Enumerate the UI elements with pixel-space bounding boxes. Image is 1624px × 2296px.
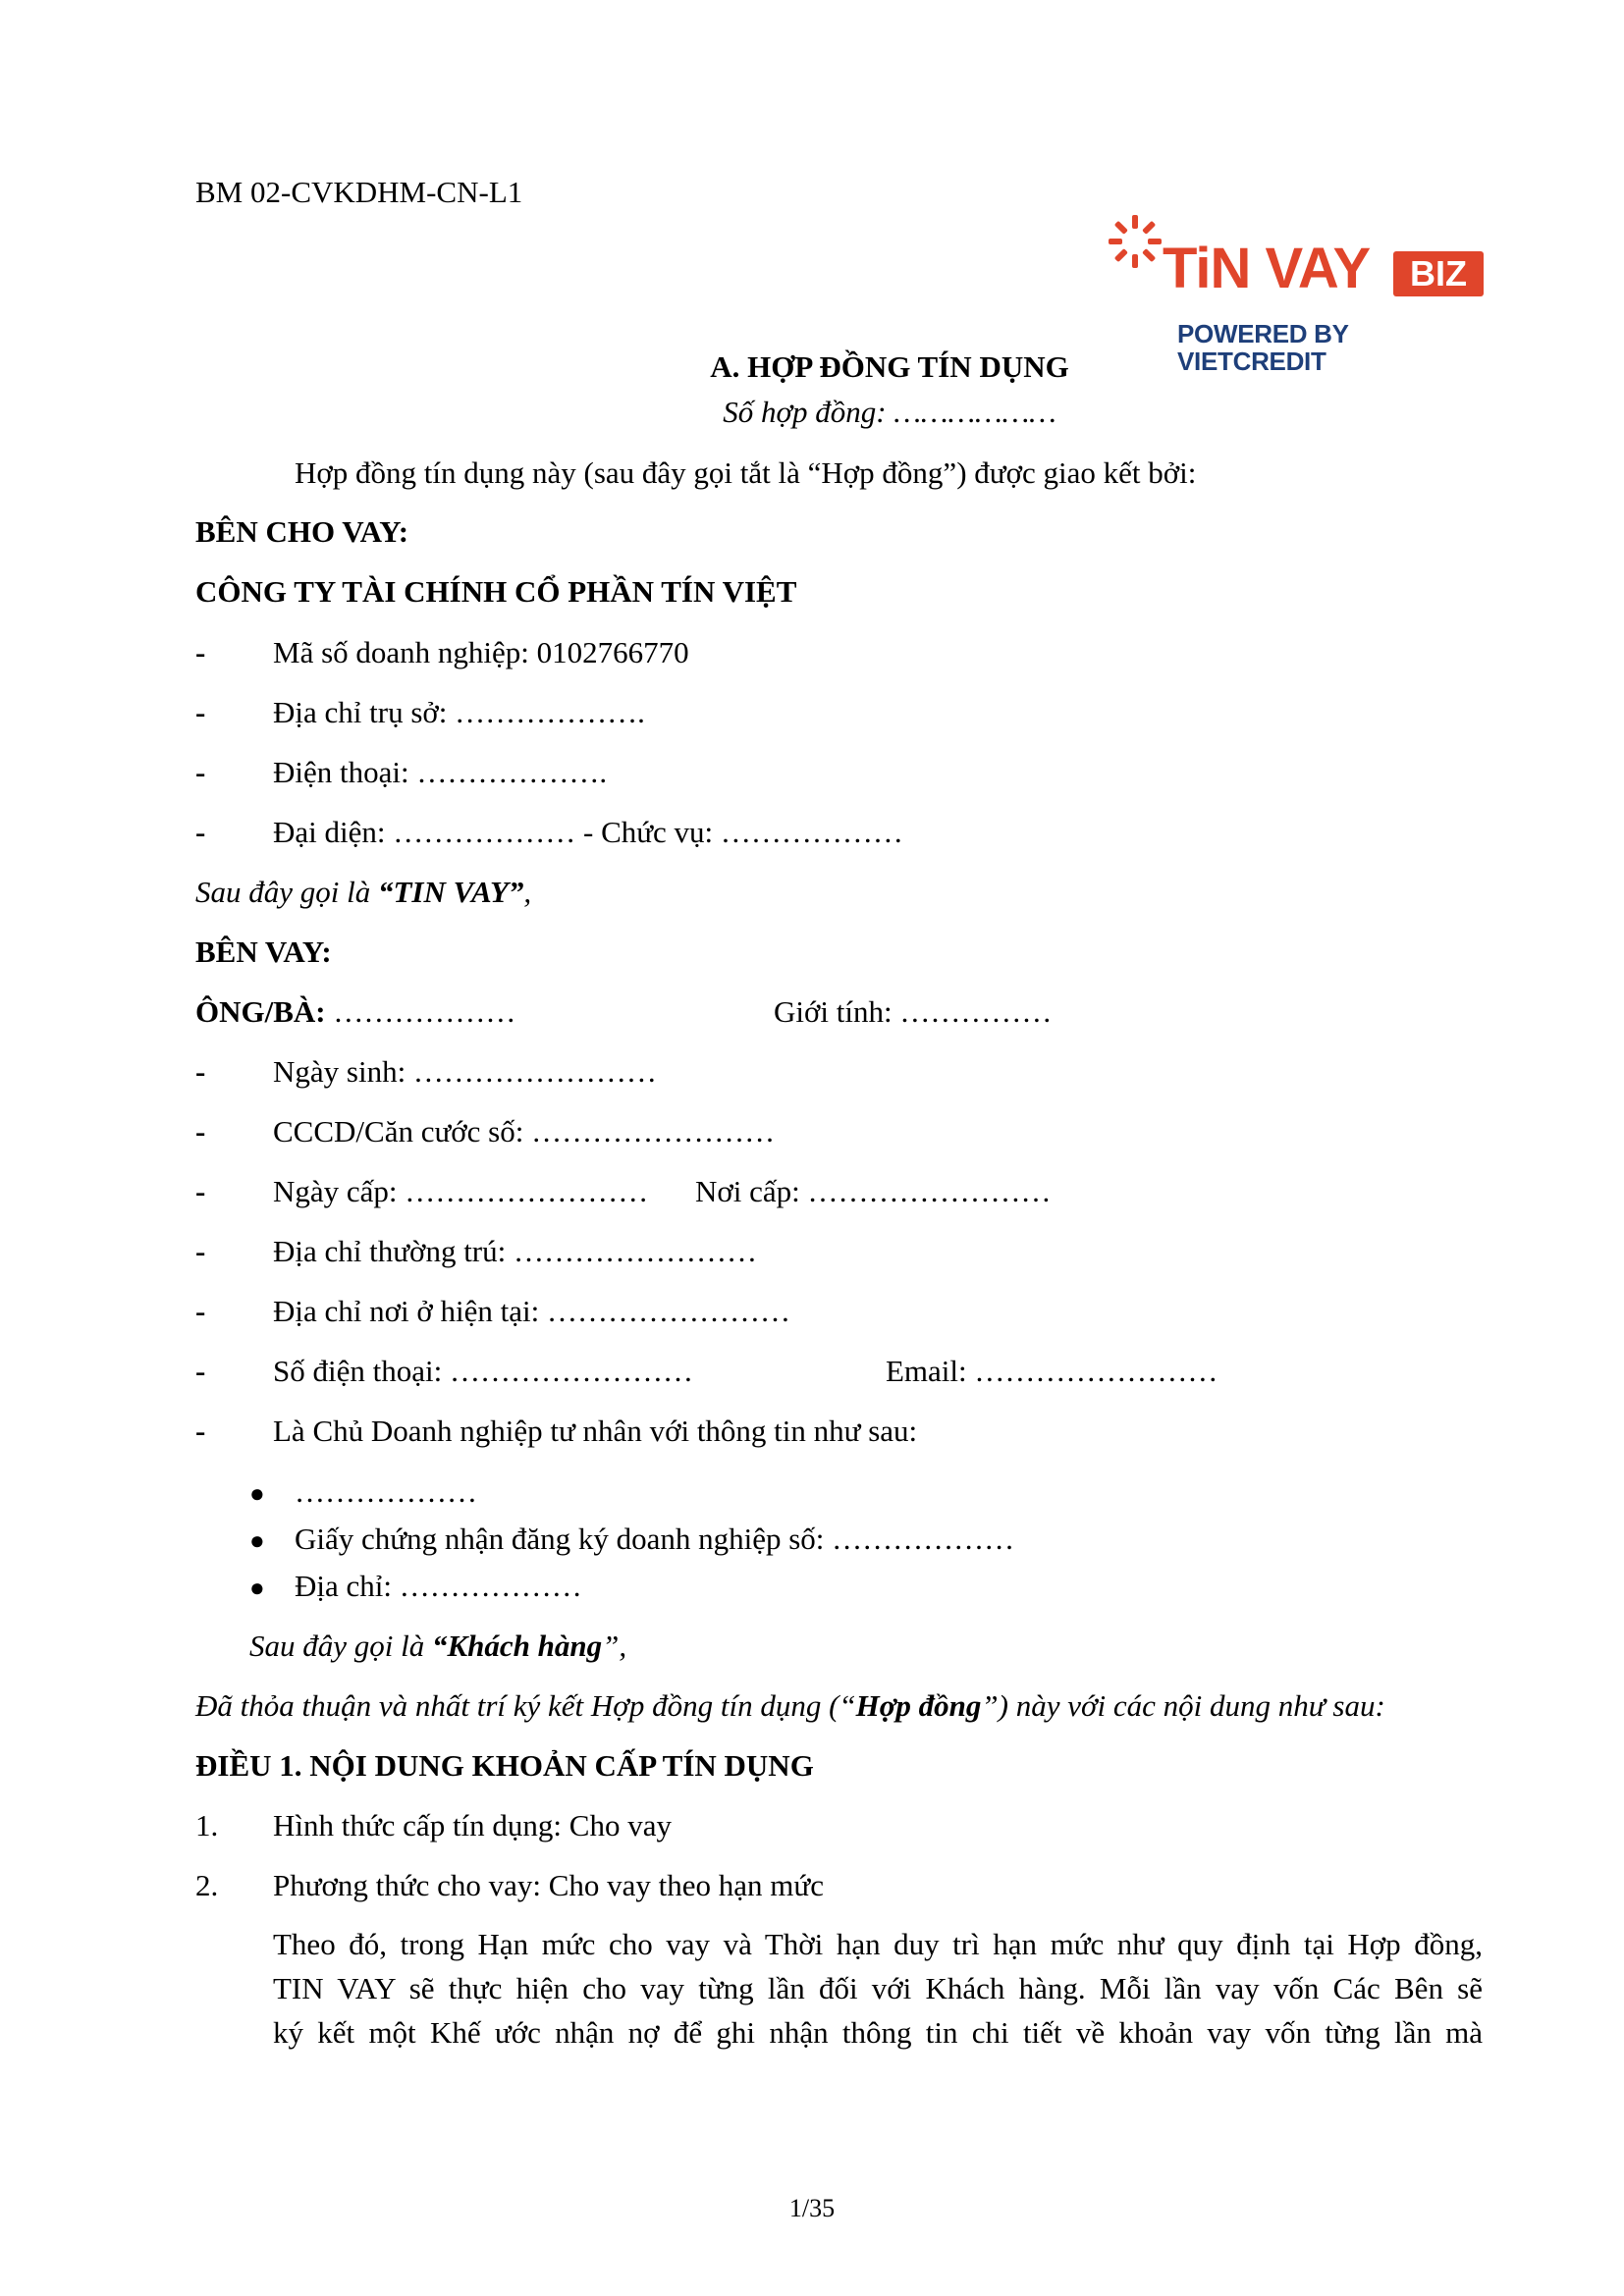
item-number: 1. [195, 1808, 219, 1842]
borrower-alias-name: “Khách hàng [432, 1629, 603, 1663]
borrower-gender: Giới tính: …………… [774, 994, 1053, 1029]
borrower-email: Email: …………………… [886, 1354, 1218, 1388]
contract-number: Số hợp đồng: ……………… [723, 395, 1056, 429]
lending-method: Phương thức cho vay: Cho vay theo hạn mức [273, 1868, 824, 1902]
business-name: ……………… [295, 1474, 477, 1509]
agreement-bold: Hợp đồng [855, 1688, 982, 1723]
bullet: ● [249, 1574, 265, 1602]
article-1-heading: ĐIỀU 1. NỘI DUNG KHOẢN CẤP TÍN DỤNG [195, 1748, 814, 1783]
logo-brand: TiN VAY [1163, 237, 1371, 300]
list-dash: - [195, 1174, 206, 1208]
list-dash: - [195, 635, 206, 669]
lender-representative: Đại diện: ……………… - Chức vụ: ……………… [273, 815, 903, 849]
borrower-alias-prefix: Sau đây gọi là [249, 1629, 432, 1663]
borrower-current-address: Địa chỉ nơi ở hiện tại: …………………… [273, 1294, 790, 1328]
lender-alias [195, 873, 531, 912]
page-number: 1/35 [788, 2194, 836, 2222]
list-dash: - [195, 815, 206, 849]
bullet: ● [249, 1479, 265, 1508]
credit-form: Hình thức cấp tín dụng: Cho vay [273, 1808, 672, 1842]
list-dash: - [195, 1054, 206, 1089]
lender-phone: Điện thoại: ………………. [273, 755, 608, 789]
paragraph-line: Theo đó, trong Hạn mức cho vay và Thời hạn duy trì hạn mức như quy định tại Hợp đồng, [273, 1927, 1483, 1961]
form-code: BM 02-CVKDHM-CN-L1 [195, 175, 523, 209]
borrower-issue-date: Ngày cấp: …………………… [273, 1174, 649, 1208]
lender-address: Địa chỉ trụ sở: ………………. [273, 695, 645, 729]
list-dash: - [195, 1114, 206, 1148]
bullet: ● [249, 1526, 265, 1555]
borrower-name-value: ……………… [325, 994, 516, 1029]
lender-heading: BÊN CHO VAY: [195, 514, 409, 549]
borrower-issue-place: Nơi cấp: …………………… [695, 1174, 1052, 1208]
list-dash: - [195, 1414, 206, 1448]
list-dash: - [195, 1354, 206, 1388]
lender-tax-code: Mã số doanh nghiệp: 0102766770 [273, 635, 689, 669]
borrower-alias-suffix: ”, [602, 1629, 627, 1663]
list-dash: - [195, 1234, 206, 1268]
borrower-permanent-address: Địa chỉ thường trú: …………………… [273, 1234, 757, 1268]
borrower-phone: Số điện thoại: …………………… [273, 1354, 693, 1388]
business-registration: Giấy chứng nhận đăng ký doanh nghiệp số: ……………… [295, 1522, 1015, 1556]
lender-alias-name: “TIN VAY” [378, 875, 524, 909]
borrower-dob: Ngày sinh: …………………… [273, 1054, 657, 1089]
borrower-owner-statement: Là Chủ Doanh nghiệp tư nhân với thông tin như sau: [273, 1414, 918, 1448]
borrower-id-number: CCCD/Căn cước số: …………………… [273, 1114, 776, 1148]
borrower-name [195, 992, 515, 1032]
item-number: 2. [195, 1868, 219, 1902]
agreement-statement [195, 1686, 1385, 1726]
document-title: A. HỢP ĐỒNG TÍN DỤNG [710, 349, 1069, 384]
borrower-name-label: ÔNG/BÀ: [195, 994, 326, 1029]
intro-text: Hợp đồng tín dụng này (sau đây gọi tắt là “Hợp đồng”) được giao kết bởi: [295, 455, 1197, 490]
lender-alias-prefix: Sau đây gọi là [195, 875, 378, 909]
borrower-alias [249, 1627, 626, 1666]
tinvay-biz-logo [1106, 212, 1484, 376]
sunburst-icon [1106, 212, 1164, 271]
agreement-prefix: Đã thỏa thuận và nhất trí ký kết Hợp đồng tín dụng (“ [195, 1688, 856, 1723]
business-address: Địa chỉ: ……………… [295, 1569, 582, 1603]
list-dash: - [195, 1294, 206, 1328]
agreement-suffix: ”) này với các nội dung như sau: [981, 1688, 1385, 1723]
logo-tagline: POWERED BY VIETCREDIT [1177, 319, 1349, 376]
paragraph-line: ký kết một Khế ước nhận nợ để ghi nhận thông tin chi tiết về khoản vay vốn từng lần mà [273, 2015, 1483, 2050]
paragraph-line: TIN VAY sẽ thực hiện cho vay từng lần đối với Khách hàng. Mỗi lần vay vốn Các Bên sẽ [273, 1971, 1483, 2005]
lender-company: CÔNG TY TÀI CHÍNH CỔ PHẦN TÍN VIỆT [195, 574, 797, 609]
list-dash: - [195, 755, 206, 789]
lender-alias-suffix: , [523, 875, 532, 909]
logo-biz-badge: BIZ [1393, 251, 1484, 296]
borrower-heading: BÊN VAY: [195, 934, 332, 969]
list-dash: - [195, 695, 206, 729]
